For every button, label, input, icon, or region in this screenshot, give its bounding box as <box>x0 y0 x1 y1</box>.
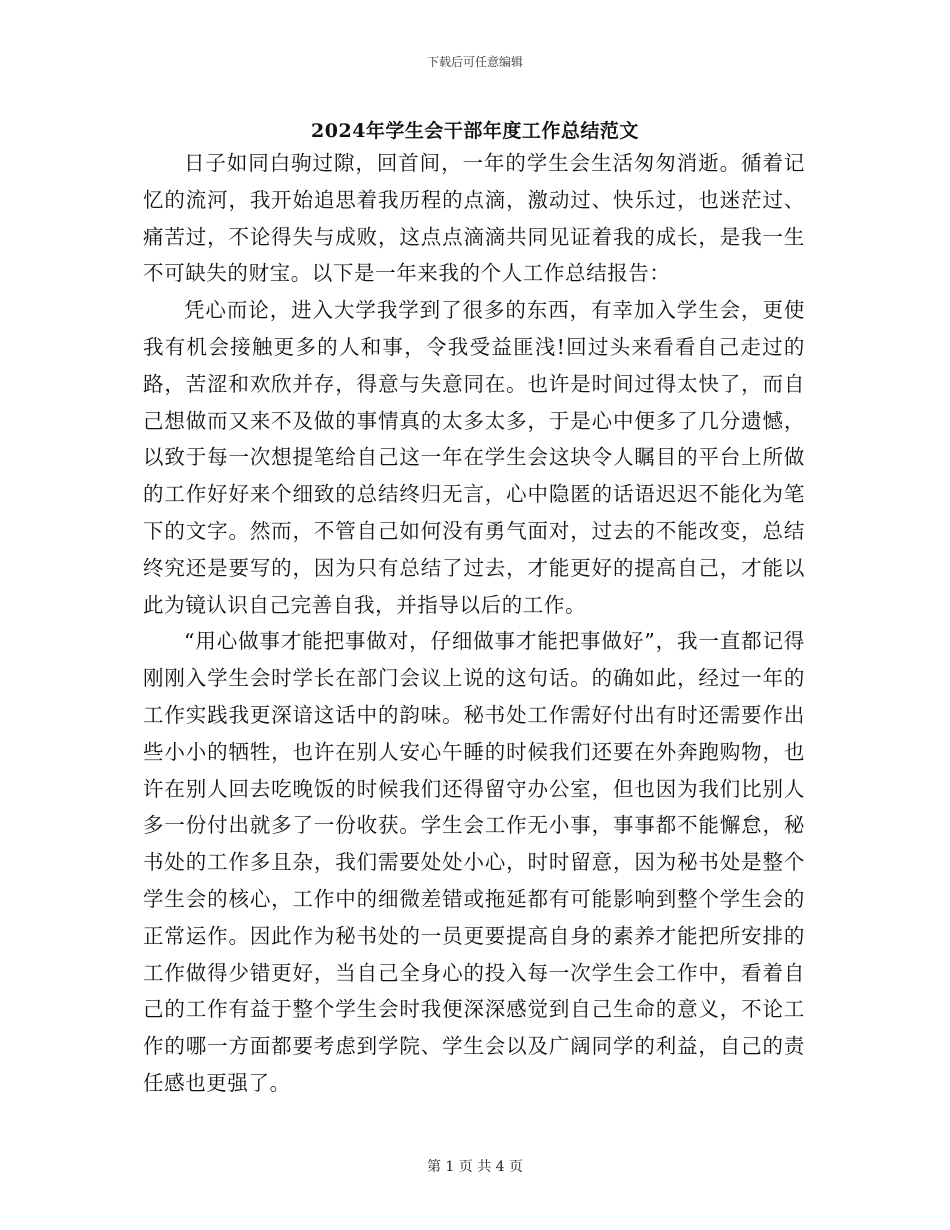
document-body <box>143 145 805 1102</box>
paragraph-work-experience: “用心做事才能把事做对，仔细做事才能把事做好”，我一直都记得刚刚入学生会时学长在部门会议上说的这句话。的确如此，经过一年的工作实践我更深谙这话中的韵味。秘书处工作需好付出有时还需要作出些小小的牺牲，也许在别人安心午睡的时候我们还要在外奔跑购物，也许在别人回去吃晚饭的时候我们还得留守办公室，但也因为我们比别人多一份付出就多了一份收获。学生会工作无小事，事事都不能懈怠，秘书处的工作多且杂，我们需要处处小心，时时留意，因为秘书处是整个学生会的核心，工作中的细微差错或拖延都有可能影响到整个学生会的正常运作。因此作为秘书处的一员更要提高自身的素养才能把所安排的工作做得少错更好，当自己全身心的投入每一次学生会工作中，看着自己的工作有益于整个学生会时我便深深感觉到自己生命的意义，不论工作的哪一方面都要考虑到学院、学生会以及广阔同学的利益，自己的责任感也更强了。 <box>143 629 805 1095</box>
header-note: 下载后可任意编辑 <box>426 55 523 69</box>
document-title: 2024年学生会干部年度工作总结范文 <box>311 120 639 142</box>
page-number: 第 1 页 共 4 页 <box>426 1159 524 1175</box>
paragraph-intro: 日子如同白驹过隙，回首间，一年的学生会生活匆匆消逝。循着记忆的流河，我开始追思着我历程的点滴，激动过、快乐过，也迷茫过、痛苦过，不论得失与成败，这点点滴滴共同见证着我的成长，是我一生不可缺失的财宝。以下是一年来我的个人工作总结报告： <box>143 151 805 286</box>
paragraph-reflection: 凭心而论，进入大学我学到了很多的东西，有幸加入学生会，更使我有机会接触更多的人和事，令我受益匪浅!回过头来看看自己走过的路，苦涩和欢欣并存，得意与失意同在。也许是时间过得太快了，而自己想做而又来不及做的事情真的太多太多，于是心中便多了几分遗憾，以致于每一次想提笔给自己这一年在学生会这块令人瞩目的平台上所做的工作好好来个细致的总结终归无言，心中隐匿的话语迟迟不能化为笔下的文字。然而，不管自己如何没有勇气面对，过去的不能改变，总结终究还是要写的，因为只有总结了过去，才能更好的提高自己，才能以此为镜认识自己完善自我，并指导以后的工作。 <box>143 298 805 617</box>
